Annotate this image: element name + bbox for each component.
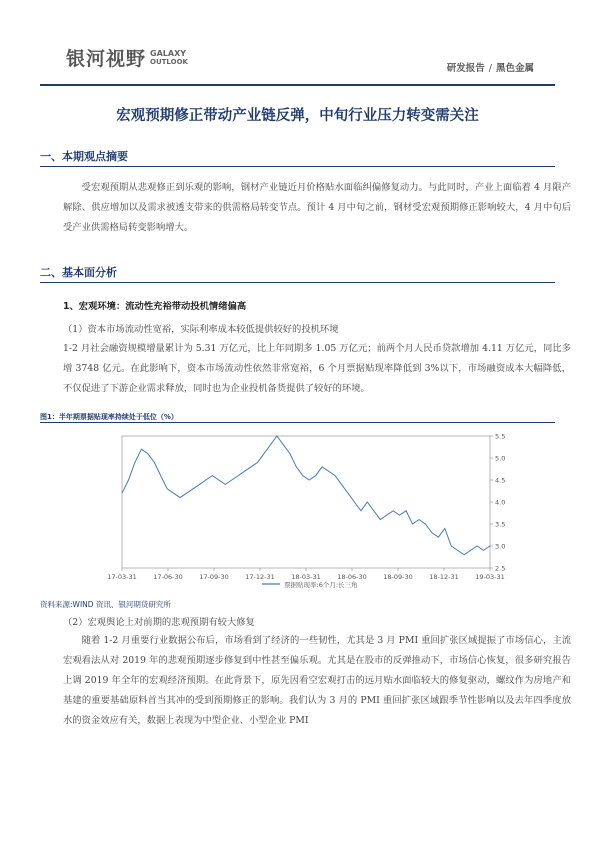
- y-tick-label: 2.5: [495, 564, 506, 573]
- company-logo: [66, 44, 188, 71]
- series-line: [122, 436, 490, 555]
- section-2-title: 二、基本面分析: [40, 266, 117, 279]
- x-tick-label: 17-03-31: [107, 573, 137, 581]
- figure-rule: [40, 422, 555, 423]
- plot-frame: [122, 436, 490, 568]
- report-type: 研发报告: [446, 63, 485, 74]
- document-title: 宏观预期修正带动产业链反弹，中旬行业压力转变需关注: [116, 108, 479, 124]
- x-tick-label: 18-12-31: [429, 573, 459, 581]
- x-tick-label: 18-03-31: [291, 573, 321, 581]
- x-tick-label: 18-09-30: [383, 573, 413, 581]
- item-1-heading: （1）资本市场流动性宽裕，实际利率成本较低提供较好的投机环境: [63, 324, 339, 335]
- figure-1-caption: 图1：半年期票据贴现率持续处于低位（%）: [40, 413, 178, 421]
- x-tick-label: 19-03-31: [475, 573, 505, 581]
- y-tick-label: 4.5: [495, 476, 506, 485]
- logo-en-line-1: GALAXY: [150, 48, 187, 58]
- y-tick-label: 5.0: [495, 454, 506, 463]
- logo-en-line-2: OUTLOOK: [150, 57, 188, 66]
- liquidity-paragraph: 1-2 月社会融资规模增量累计为 5.31 万亿元，比上年同期多 1.05 万亿元；前两个月人民币贷款增加 4.11 万亿元，同比多增 3748 亿元。在此影响下，资本市场流动性依然非常宽裕，6 个月票据贴现率降低到 3%以下，市场融资成本大幅降低，不仅促进了下游企业需求释放，同时也为企业投机备货提供了较好的环境。: [63, 343, 571, 394]
- y-tick-label: 4.0: [495, 498, 506, 507]
- section-1-rule: [40, 166, 555, 167]
- y-tick-label: 5.5: [495, 432, 506, 441]
- item-2-heading: （2）宏观舆论上对前期的悲观预期有较大修复: [63, 617, 255, 628]
- logo-cn-text: 银河视野: [66, 48, 147, 70]
- data-source: 资料来源:WIND 资讯、银河期货研究所: [40, 600, 171, 609]
- macro-sentiment-paragraph: 随着 1-2 月重要行业数据公布后，市场看到了经济的一些韧性，尤其是 3 月 PMI 重回扩张区域提振了市场信心，主流宏观看法从对 2019 年的悲观预期逐步修复到中性甚至偏乐观。尤其是在股市的反弹推动下，市场信心恢复，很多研究报告上调 2019 年全年的宏观经济预期。在此背景下，原先因看空宏观打击的远月贴水面临较大的修复驱动，螺纹作为房地产和基建的重要基础原料首当其冲的受到预期修正的影响。我们认为 3 月的 PMI 重回扩张区域跟季节性影响以及去年四季度放水的资金效应有关，数据上表现为中型企业、小型企业 PMI: [63, 635, 571, 726]
- section-2-rule: [40, 282, 555, 283]
- x-tick-label: 18-06-30: [337, 573, 367, 581]
- subsection-1-title: 1、宏观环境：流动性充裕带动投机情绪偏高: [63, 301, 247, 312]
- x-tick-label: 17-12-31: [245, 573, 275, 581]
- y-tick-label: 3.5: [495, 520, 506, 529]
- summary-paragraph: 受宏观预期从悲观修正到乐观的影响，钢材产业链近月价格贴水面临纠偏修复动力。与此同时，产业上面临着 4 月限产解除、供应增加以及需求被透支带来的供需格局转变节点。预计 4 月中旬之前，钢材受宏观预期修正影响较大，4 月中旬后受产业供需格局转变影响增大。: [63, 182, 571, 233]
- logo-en-text: [150, 49, 188, 67]
- report-sector: 黑色金属: [495, 63, 534, 74]
- header-separator: /: [488, 63, 492, 74]
- report-category: [447, 60, 534, 74]
- x-tick-label: 17-09-30: [199, 573, 229, 581]
- discount-rate-chart: [40, 428, 555, 596]
- y-tick-label: 3.0: [495, 542, 506, 551]
- legend-label: 票据贴现率:6个月:长三角: [284, 581, 358, 589]
- x-tick-label: 17-06-30: [153, 573, 183, 581]
- section-1-title: 一、本期观点摘要: [40, 150, 128, 163]
- header-rule: [40, 84, 555, 86]
